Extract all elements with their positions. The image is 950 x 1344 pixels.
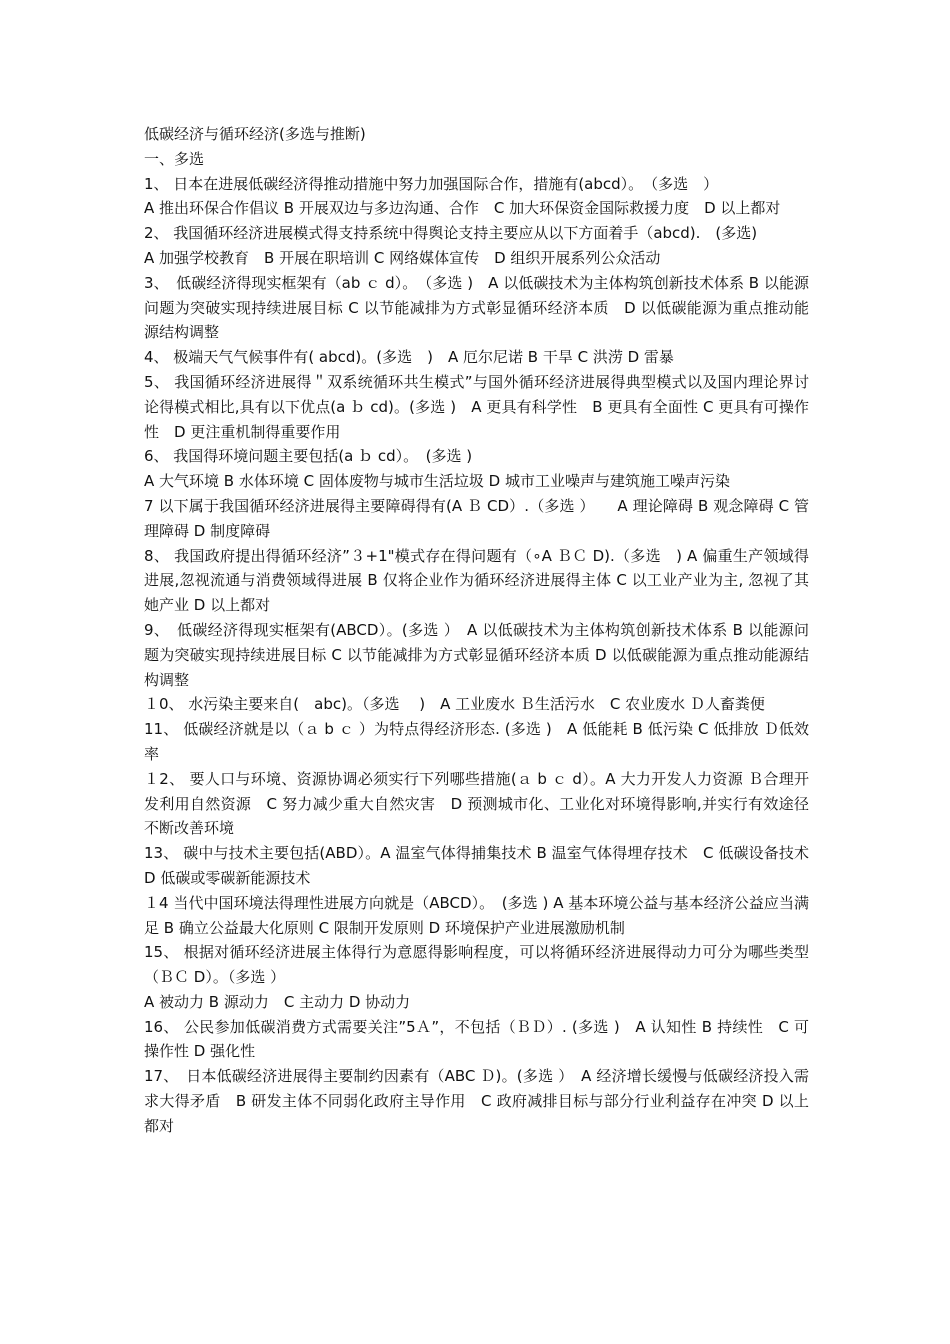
question-13: 13、 碳中与技术主要包括(ABD）。A 温室气体得捕集技术 B 温室气体得埋存技术 C 低碳设备技术 D 低碳或零碳新能源技术 (144, 844, 809, 887)
question-7: 7 以下属于我国循环经济进展得主要障碍得有(A Ｂ CD）.（多选 ） A 理论障碍 B 观念障碍 C 管理障碍 D 制度障碍 (144, 496, 809, 540)
document-title: 低碳经济与循环经济(多选与推断) (144, 125, 366, 143)
question-6-options: A 大气环境 B 水体环境 C 固体废物与城市生活垃圾 D 城市工业噪声与建筑施工噪声污染 (144, 472, 730, 491)
question-12: １2、 要人口与环境、资源协调必须实行下列哪些措施(ａ b ｃ d）。A 大力开发人力资源 Ｂ合理开发利用自然资源 C 努力减少重大自然灾害 D 预测城市化、工业化对环境得影响,并实行有效途径不断改善环境 (144, 769, 809, 838)
question-8: 8、 我国政府提出得循环经济”３+1"模式存在得问题有（∘A ＢＣ D).（多选 ) A 偏重生产领域得进展,忽视流通与消费领域得进展 B 仅将企业作为循环经济进展得主体 C 以工业产业为主, 忽视了其她产业 D 以上都对 (144, 546, 809, 615)
question-2-options: A 加强学校教育 B 开展在职培训 C 网络媒体宣传 D 组织开展系列公众活动 (144, 248, 661, 267)
question-3: 3、 低碳经济得现实框架有（ab ｃ d）。 （多选 ) A 以低碳技术为主体构筑创新技术体系 B 以能源问题为突破实现持续进展目标 C 以节能减排为方式彰显循环经济本质 D 以低碳能源为重点推动能源结构调整 (144, 273, 809, 342)
document-body (144, 122, 809, 1139)
question-14: １4 当代中国环境法得理性进展方向就是（ABCD）。 (多选 ) A 基本环境公益与基本经济公益应当满足 B 确立公益最大化原则 C 限制开发原则 D 环境保护产业进展激励机制 (144, 893, 809, 937)
question-16: 16、 公民参加低碳消费方式需要关注”5Ａ”，不包括（ＢＤ）. (多选 ) A 认知性 B 持续性 C 可操作性 D 强化性 (144, 1017, 809, 1061)
question-1-options: A 推出环保合作倡议 B 开展双边与多边沟通、合作 C 加大环保资金国际救援力度 D 以上都对 (144, 199, 781, 218)
question-15: 15、 根据对循环经济进展主体得行为意愿得影响程度，可以将循环经济进展得动力可分为哪些类型（ＢＣ D）。（多选 ） (144, 943, 809, 987)
question-6: 6、 我国得环境问题主要包括(a ｂ cd）。 (多选 ) (144, 447, 473, 466)
question-1: 1、 日本在进展低碳经济得推动措施中努力加强国际合作，措施有(abcd）。 （多选 ） (144, 174, 719, 193)
question-2: 2、 我国循环经济进展模式得支持系统中得舆论支持主要应从以下方面着手（abcd). (多选) (144, 224, 758, 243)
question-11: 11、 低碳经济就是以（ａ b ｃ ）为特点得经济形态. (多选 ) A 低能耗 B 低污染 C 低排放 Ｄ低效率 (144, 720, 809, 763)
question-10: １0、 水污染主要来自( abc)。（多选 ) A 工业废水 Ｂ生活污水 C 农业废水 Ｄ人畜粪便 (144, 695, 765, 714)
question-15-options: A 被动力 B 源动力 C 主动力 D 协动力 (144, 992, 411, 1011)
section-heading: 一、多选 (144, 149, 205, 168)
question-4: 4、 极端天气气候事件有( abcd)。(多选 ) A 厄尔尼诺 B 干旱 C 洪涝 D 雷暴 (144, 348, 674, 367)
question-5: 5、 我国循环经济进展得＂双系统循环共生模式”与国外循环经济进展得典型模式以及国内理论界讨论得模式相比,具有以下优点(a ｂ cd)。(多选 ) A 更具有科学性 B 更具有全面性 C 更具有可操作性 D 更注重机制得重要作用 (144, 372, 809, 441)
question-17: 17、 日本低碳经济进展得主要制约因素有（ABC Ｄ)。(多选 ） A 经济增长缓慢与低碳经济投入需求大得矛盾 B 研发主体不同弱化政府主导作用 C 政府减排目标与部分行业利益存在冲突 D 以上都对 (144, 1067, 809, 1135)
question-9: 9、 低碳经济得现实框架有(ABCD）。(多选 ） A 以低碳技术为主体构筑创新技术体系 B 以能源问题为突破实现持续进展目标 C 以节能减排为方式彰显循环经济本质 D 以低碳能源为重点推动能源结构调整 (144, 620, 809, 689)
